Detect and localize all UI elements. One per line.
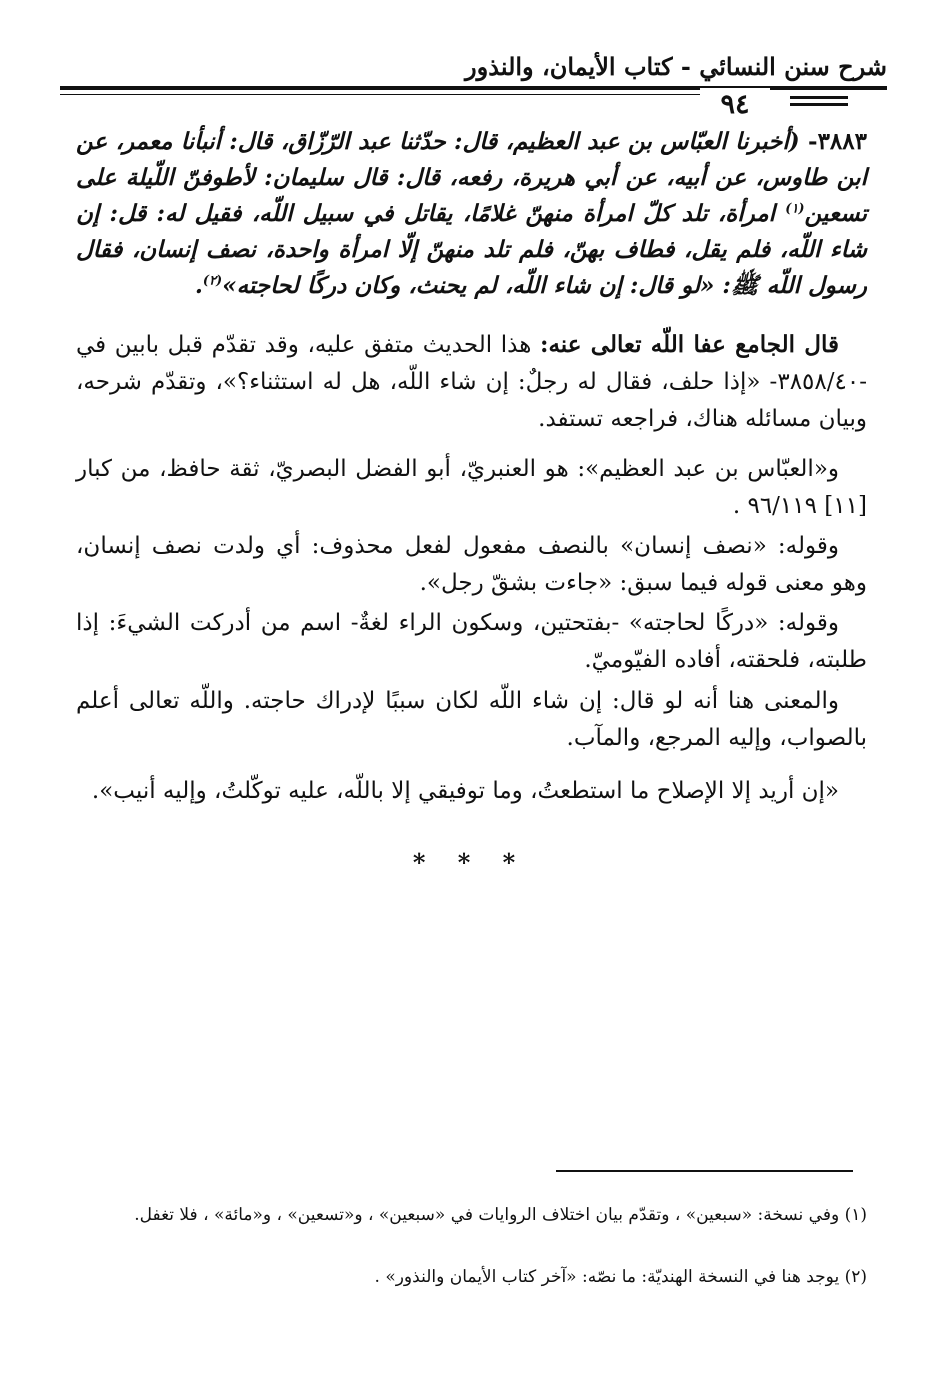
commentary-paragraph [76,326,867,438]
commentary-text: هذا الحديث متفق عليه، وقد تقدّم قبل بابين في -٣٨٥٨/٤٠- «إذا حلف، فقال له رجلٌ: إن شاء اللّه، هل له استثناء؟»، وتقدّم شرحه، وبيان مسائله هناك، فراجعه تستفد. [76,332,867,432]
hadith-number: ٣٨٨٣- [808,128,867,155]
explanation-paragraph [76,528,867,602]
commentary-lead: قال الجامع عفا اللّه تعالى عنه: [539,331,840,358]
footnote-rule [556,1170,853,1172]
header-rule-thin [60,94,733,95]
page-number-dash [790,103,848,106]
page-number: ٩٤ [700,88,770,122]
hadith-text [76,124,867,304]
meaning-paragraph [76,683,867,757]
footnote-ref-1: (١) [785,201,805,217]
meaning-text: والمعنى هنا أنه لو قال: إن شاء اللّه لكان سببًا لإدراك حاجته. واللّه تعالى أعلم بالصواب، وإليه المرجع، والمآب. [76,688,867,751]
explanation-text: وقوله: «دركًا لحاجته» -بفتحتين، وسكون الراء لغةٌ- اسم من أدركت الشيءَ: إذا طلبته، فلحقته، أفاده الفيّوميّ. [76,610,867,673]
narrator-paragraph [76,451,867,525]
page-number-dash [790,96,848,99]
closing-text: «إن أريد إلا الإصلاح ما استطعتُ، وما توفيقي إلا باللّه، عليه توكّلتُ، وإليه أنيب». [91,778,839,804]
footnote-ref-2: (٢) [202,273,223,289]
section-separator: * * * [412,848,528,877]
closing-paragraph [76,773,867,810]
hadith-text-part-1: (أخبرنا العبّاس بن عبد العظيم، قال: حدّثنا عبد الرّزّاق، قال: أنبأنا معمر، عن ابن طاوس، عن أبيه، عن أبي هريرة، رفعه، قال: قال سليمان: لأطوفنّ اللّيلة على تسعين [76,128,867,227]
footnote-2: (٢) يوجد هنا في النسخة الهنديّة: ما نصّه: «آخر كتاب الأيمان والنذور» . [374,1267,867,1287]
narrator-text: و«العبّاس بن عبد العظيم»: هو العنبريّ، أبو الفضل البصريّ، ثقة حافظ، من كبار [١١] ٩٦/١١٩ . [76,456,867,519]
running-header-title: شرح سنن النسائي - كتاب الأيمان، والنذور [465,52,887,81]
explanation-paragraph [76,605,867,679]
hadith-text-part-2: امرأة، تلد كلّ امرأة منهنّ غلامًا، يقاتل في سبيل اللّه، فقيل له: قل: إن شاء اللّه، فلم يقل، فطاف بهنّ، فلم تلد منهنّ إلّا امرأة واحدة، نصف إنسان، فقال رسول اللّه ﷺ: «لو قال: إن شاء اللّه، لم يحنث، وكان دركًا لحاجته» [76,200,867,299]
hadith-block [76,124,867,304]
footnote-1: (١) وفي نسخة: «سبعين» ، وتقدّم بيان اختلاف الروايات في «سبعين» ، و«تسعين» ، و«مائة» ، فلا تغفل. [134,1205,867,1225]
hadith-end: . [194,272,203,299]
explanation-text: وقوله: «نصف إنسان» بالنصف مفعول لفعل محذوف: أي ولدت نصف إنسان، وهو معنى قوله فيما سبق: «جاءت بشقّ رجل». [76,533,867,596]
